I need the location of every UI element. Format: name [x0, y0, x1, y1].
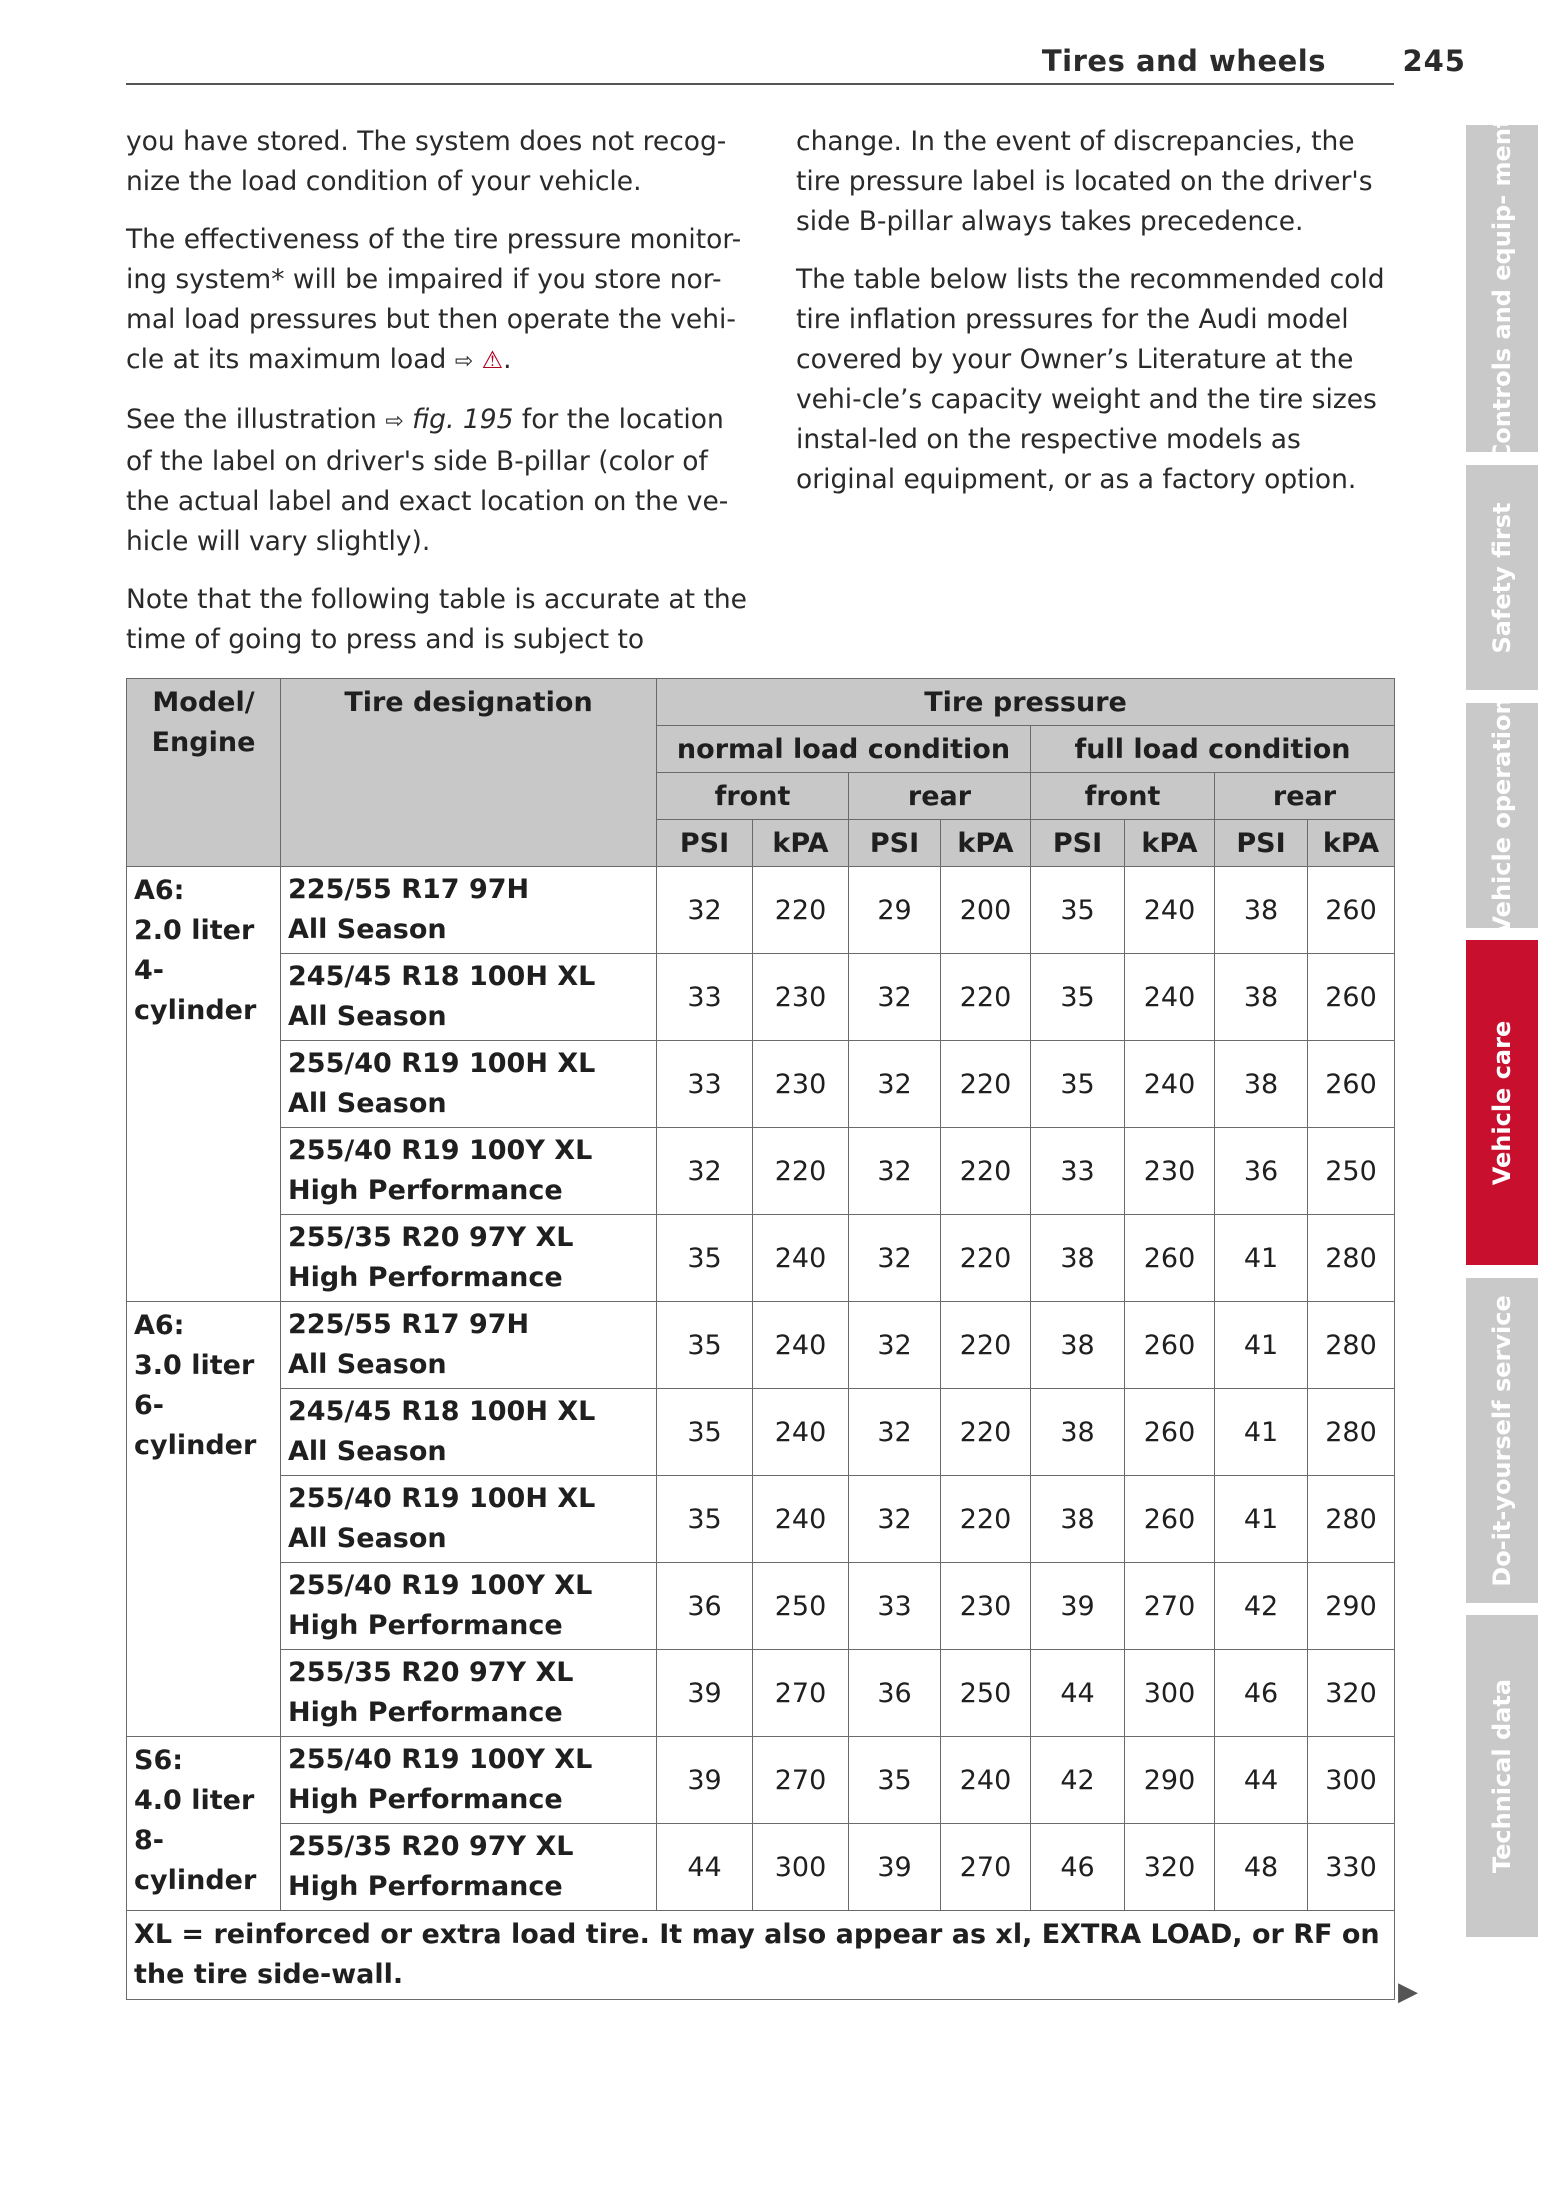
table-row	[127, 1563, 1395, 1650]
pressure-value-cell: 230	[753, 1041, 849, 1128]
continue-arrow-icon: ▶	[1398, 1977, 1418, 2007]
right-column	[796, 122, 1396, 518]
model-line: 4.0 liter	[134, 1785, 255, 1816]
header-psi: PSI	[1215, 820, 1308, 867]
table-body	[127, 867, 1395, 1911]
paragraph-text: See the illustration	[126, 404, 377, 435]
header-kpa: kPA	[1308, 820, 1395, 867]
pressure-value-cell: 41	[1215, 1215, 1308, 1302]
header-psi: PSI	[849, 820, 941, 867]
pressure-value-cell: 38	[1215, 954, 1308, 1041]
pressure-value-cell: 320	[1125, 1824, 1215, 1911]
tire-line: 225/55 R17 97H	[288, 874, 530, 905]
pressure-value-cell: 39	[657, 1650, 753, 1737]
pressure-value-cell: 330	[1308, 1824, 1395, 1911]
pressure-value-cell: 46	[1031, 1824, 1125, 1911]
table-row	[127, 1476, 1395, 1563]
pressure-value-cell: 240	[941, 1737, 1031, 1824]
pressure-value-cell: 260	[1308, 1041, 1395, 1128]
table-row	[127, 1650, 1395, 1737]
pressure-value-cell: 38	[1031, 1476, 1125, 1563]
pressure-value-cell: 230	[941, 1563, 1031, 1650]
pressure-value-cell: 220	[941, 1128, 1031, 1215]
tire-line: 255/35 R20 97Y XL	[288, 1222, 574, 1253]
left-column	[126, 122, 751, 678]
pressure-value-cell: 42	[1215, 1563, 1308, 1650]
tire-line: All Season	[288, 1523, 447, 1554]
pressure-value-cell: 33	[657, 1041, 753, 1128]
model-line: 3.0 liter	[134, 1350, 255, 1381]
pressure-value-cell: 35	[657, 1302, 753, 1389]
model-line: A6:	[134, 875, 185, 906]
pressure-value-cell: 290	[1308, 1563, 1395, 1650]
pressure-value-cell: 270	[1125, 1563, 1215, 1650]
pressure-value-cell: 220	[941, 1476, 1031, 1563]
tire-designation-cell	[281, 1041, 657, 1128]
pressure-value-cell: 36	[1215, 1128, 1308, 1215]
paragraph: The table below lists the recommended cold tire inflation pressures for the Audi model covered by your Owner’s Literature at the vehi-cle’s capacity weight and the tire sizes instal-led on the respective models as original equipment, or as a factory option.	[796, 264, 1385, 495]
pressure-value-cell: 220	[941, 1389, 1031, 1476]
pressure-value-cell: 35	[849, 1737, 941, 1824]
pressure-value-cell: 32	[849, 1476, 941, 1563]
section-tab[interactable]	[1466, 940, 1538, 1265]
pressure-value-cell: 29	[849, 867, 941, 954]
pressure-value-cell: 260	[1125, 1215, 1215, 1302]
pressure-value-cell: 240	[753, 1476, 849, 1563]
table-row	[127, 1737, 1395, 1824]
tire-line: 245/45 R18 100H XL	[288, 961, 596, 992]
pressure-value-cell: 220	[941, 1302, 1031, 1389]
pressure-value-cell: 300	[1308, 1737, 1395, 1824]
tire-designation-cell	[281, 1128, 657, 1215]
pressure-value-cell: 240	[753, 1389, 849, 1476]
pressure-value-cell: 32	[657, 1128, 753, 1215]
pressure-value-cell: 220	[753, 1128, 849, 1215]
paragraph: Note that the following table is accurate at the time of going to press and is subject to	[126, 584, 747, 655]
pressure-value-cell: 44	[1215, 1737, 1308, 1824]
tire-line: 245/45 R18 100H XL	[288, 1396, 596, 1427]
header-psi: PSI	[1031, 820, 1125, 867]
tire-line: 225/55 R17 97H	[288, 1309, 530, 1340]
model-line: 2.0 liter	[134, 915, 255, 946]
model-engine-cell	[127, 1737, 281, 1911]
paragraph-text: for the location of the label on driver's side B-pillar (color of the actual label and exact location on the ve-hicle will vary slightly).	[126, 404, 729, 557]
pressure-value-cell: 230	[753, 954, 849, 1041]
pressure-value-cell: 41	[1215, 1476, 1308, 1563]
tire-designation-cell	[281, 1215, 657, 1302]
tire-line: 255/40 R19 100Y XL	[288, 1135, 593, 1166]
pressure-value-cell: 270	[753, 1650, 849, 1737]
header-kpa: kPA	[941, 820, 1031, 867]
section-tab[interactable]	[1466, 696, 1538, 935]
pressure-value-cell: 35	[657, 1215, 753, 1302]
model-line: 4-cylinder	[134, 955, 257, 1026]
pressure-value-cell: 35	[1031, 1041, 1125, 1128]
table-footnote: XL = reinforced or extra load tire. It may also appear as xl, EXTRA LOAD, or RF on the tire side-wall.	[127, 1911, 1395, 2000]
pressure-value-cell: 280	[1308, 1302, 1395, 1389]
tire-line: 255/35 R20 97Y XL	[288, 1831, 574, 1862]
header-rule	[126, 83, 1394, 85]
pressure-value-cell: 33	[849, 1563, 941, 1650]
section-tab-label: Vehicle care	[1488, 1020, 1516, 1185]
pressure-value-cell: 32	[849, 1215, 941, 1302]
pressure-value-cell: 320	[1308, 1650, 1395, 1737]
pressure-value-cell: 220	[941, 1215, 1031, 1302]
pressure-value-cell: 300	[1125, 1650, 1215, 1737]
pressure-value-cell: 35	[657, 1389, 753, 1476]
pressure-value-cell: 260	[1125, 1389, 1215, 1476]
tire-line: High Performance	[288, 1871, 563, 1902]
pressure-value-cell: 38	[1031, 1302, 1125, 1389]
pressure-value-cell: 35	[1031, 867, 1125, 954]
tire-pressure-table	[126, 678, 1395, 2000]
section-tab[interactable]	[1466, 465, 1538, 690]
pressure-value-cell: 280	[1308, 1215, 1395, 1302]
pressure-value-cell: 32	[657, 867, 753, 954]
paragraph: you have stored. The system does not recog-nize the load condition of your vehicle.	[126, 126, 727, 197]
pressure-value-cell: 240	[1125, 954, 1215, 1041]
section-tab[interactable]	[1466, 1278, 1538, 1603]
header-full-load: full load condition	[1031, 726, 1395, 773]
pressure-value-cell: 38	[1031, 1389, 1125, 1476]
pressure-value-cell: 220	[753, 867, 849, 954]
table-row	[127, 1824, 1395, 1911]
table-row	[127, 954, 1395, 1041]
pressure-value-cell: 36	[657, 1563, 753, 1650]
paragraph	[126, 400, 751, 562]
pressure-value-cell: 32	[849, 1128, 941, 1215]
header-front: front	[1031, 773, 1215, 820]
warning-icon: ⚠	[481, 346, 504, 374]
header-rear: rear	[849, 773, 1031, 820]
section-tab-label: Controls and equip- ment	[1488, 116, 1516, 461]
header-tire-designation: Tire designation	[281, 679, 657, 867]
section-tab[interactable]	[1466, 1615, 1538, 1937]
pressure-value-cell: 280	[1308, 1389, 1395, 1476]
header-rear: rear	[1215, 773, 1395, 820]
header-normal-load: normal load condition	[657, 726, 1031, 773]
pressure-value-cell: 33	[1031, 1128, 1125, 1215]
pressure-value-cell: 240	[1125, 867, 1215, 954]
tire-designation-cell	[281, 1650, 657, 1737]
tire-designation-cell	[281, 1563, 657, 1650]
pressure-value-cell: 270	[753, 1737, 849, 1824]
section-title: Tires and wheels	[1041, 44, 1326, 78]
pressure-value-cell: 240	[1125, 1041, 1215, 1128]
tire-line: High Performance	[288, 1175, 563, 1206]
pressure-value-cell: 260	[1308, 954, 1395, 1041]
tire-line: 255/40 R19 100H XL	[288, 1048, 596, 1079]
table-row	[127, 1302, 1395, 1389]
paragraph: change. In the event of discrepancies, the tire pressure label is located on the driver's side B-pillar always takes precedence.	[796, 126, 1373, 237]
pressure-value-cell: 35	[1031, 954, 1125, 1041]
section-tab-label: Vehicle operation	[1488, 696, 1516, 935]
paragraph: The effectiveness of the tire pressure monitor-ing system* will be impaired if you store nor-mal load pressures but then operate the vehi-cle at its maximum load ⇨ ⚠.	[126, 220, 751, 382]
pressure-value-cell: 32	[849, 1041, 941, 1128]
pressure-value-cell: 35	[657, 1476, 753, 1563]
pressure-value-cell: 260	[1308, 867, 1395, 954]
paragraph-text: The effectiveness of the tire pressure monitor-ing system* will be impaired if you store nor-mal load pressures but then operate the vehi-cle at its maximum load	[126, 224, 742, 375]
pressure-value-cell: 32	[849, 1302, 941, 1389]
pressure-value-cell: 290	[1125, 1737, 1215, 1824]
pressure-value-cell: 250	[1308, 1128, 1395, 1215]
section-tab-label: Technical data	[1488, 1678, 1516, 1874]
pressure-value-cell: 240	[753, 1302, 849, 1389]
pressure-value-cell: 39	[1031, 1563, 1125, 1650]
pressure-value-cell: 220	[941, 1041, 1031, 1128]
page-header	[126, 40, 1496, 84]
pressure-value-cell: 46	[1215, 1650, 1308, 1737]
header-model-engine: Model/ Engine	[127, 679, 281, 867]
pressure-value-cell: 230	[1125, 1128, 1215, 1215]
table-row	[127, 867, 1395, 954]
reference-arrow-icon: ⇨	[454, 349, 474, 374]
pressure-value-cell: 42	[1031, 1737, 1125, 1824]
figure-reference-link[interactable]: fig. 195	[412, 404, 514, 435]
page-number: 245	[1402, 44, 1466, 78]
tire-line: 255/40 R19 100H XL	[288, 1483, 596, 1514]
pressure-value-cell: 44	[1031, 1650, 1125, 1737]
pressure-value-cell: 32	[849, 1389, 941, 1476]
tire-designation-cell	[281, 1389, 657, 1476]
pressure-value-cell: 250	[753, 1563, 849, 1650]
tire-designation-cell	[281, 1737, 657, 1824]
pressure-value-cell: 32	[849, 954, 941, 1041]
reference-arrow-icon: ⇨	[385, 409, 404, 434]
model-line: 6-cylinder	[134, 1390, 257, 1461]
pressure-value-cell: 200	[941, 867, 1031, 954]
tire-designation-cell	[281, 1824, 657, 1911]
pressure-value-cell: 38	[1215, 1041, 1308, 1128]
tire-designation-cell	[281, 867, 657, 954]
tire-line: All Season	[288, 1001, 447, 1032]
pressure-value-cell: 41	[1215, 1389, 1308, 1476]
pressure-value-cell: 44	[657, 1824, 753, 1911]
tire-line: All Season	[288, 1436, 447, 1467]
tire-line: High Performance	[288, 1784, 563, 1815]
header-kpa: kPA	[1125, 820, 1215, 867]
tire-line: All Season	[288, 1349, 447, 1380]
section-tab-label: Safety first	[1488, 501, 1516, 654]
tire-line: 255/40 R19 100Y XL	[288, 1744, 593, 1775]
pressure-value-cell: 36	[849, 1650, 941, 1737]
header-front: front	[657, 773, 849, 820]
pressure-value-cell: 270	[941, 1824, 1031, 1911]
header-kpa: kPA	[753, 820, 849, 867]
tire-designation-cell	[281, 1476, 657, 1563]
tire-line: High Performance	[288, 1697, 563, 1728]
pressure-value-cell: 39	[657, 1737, 753, 1824]
pressure-value-cell: 39	[849, 1824, 941, 1911]
table-row	[127, 1389, 1395, 1476]
tire-line: All Season	[288, 1088, 447, 1119]
model-line: A6:	[134, 1310, 185, 1341]
section-tab-label: Do-it-yourself service	[1488, 1294, 1516, 1587]
pressure-value-cell: 38	[1215, 867, 1308, 954]
pressure-value-cell: 33	[657, 954, 753, 1041]
pressure-value-cell: 260	[1125, 1476, 1215, 1563]
model-engine-cell	[127, 867, 281, 1302]
header-psi: PSI	[657, 820, 753, 867]
model-engine-cell	[127, 1302, 281, 1737]
pressure-value-cell: 240	[753, 1215, 849, 1302]
table-row	[127, 1128, 1395, 1215]
pressure-value-cell: 220	[941, 954, 1031, 1041]
pressure-value-cell: 250	[941, 1650, 1031, 1737]
tire-line: 255/35 R20 97Y XL	[288, 1657, 574, 1688]
tire-line: High Performance	[288, 1262, 563, 1293]
table-row	[127, 1041, 1395, 1128]
pressure-value-cell: 300	[753, 1824, 849, 1911]
pressure-value-cell: 280	[1308, 1476, 1395, 1563]
table-row	[127, 1215, 1395, 1302]
model-line: 8-cylinder	[134, 1825, 257, 1896]
pressure-value-cell: 38	[1031, 1215, 1125, 1302]
pressure-value-cell: 260	[1125, 1302, 1215, 1389]
pressure-value-cell: 41	[1215, 1302, 1308, 1389]
tire-line: High Performance	[288, 1610, 563, 1641]
pressure-value-cell: 48	[1215, 1824, 1308, 1911]
header-tire-pressure: Tire pressure	[657, 679, 1395, 726]
model-line: S6:	[134, 1745, 184, 1776]
tire-designation-cell	[281, 1302, 657, 1389]
section-tab[interactable]	[1466, 116, 1538, 461]
tire-designation-cell	[281, 954, 657, 1041]
tire-line: 255/40 R19 100Y XL	[288, 1570, 593, 1601]
tire-line: All Season	[288, 914, 447, 945]
